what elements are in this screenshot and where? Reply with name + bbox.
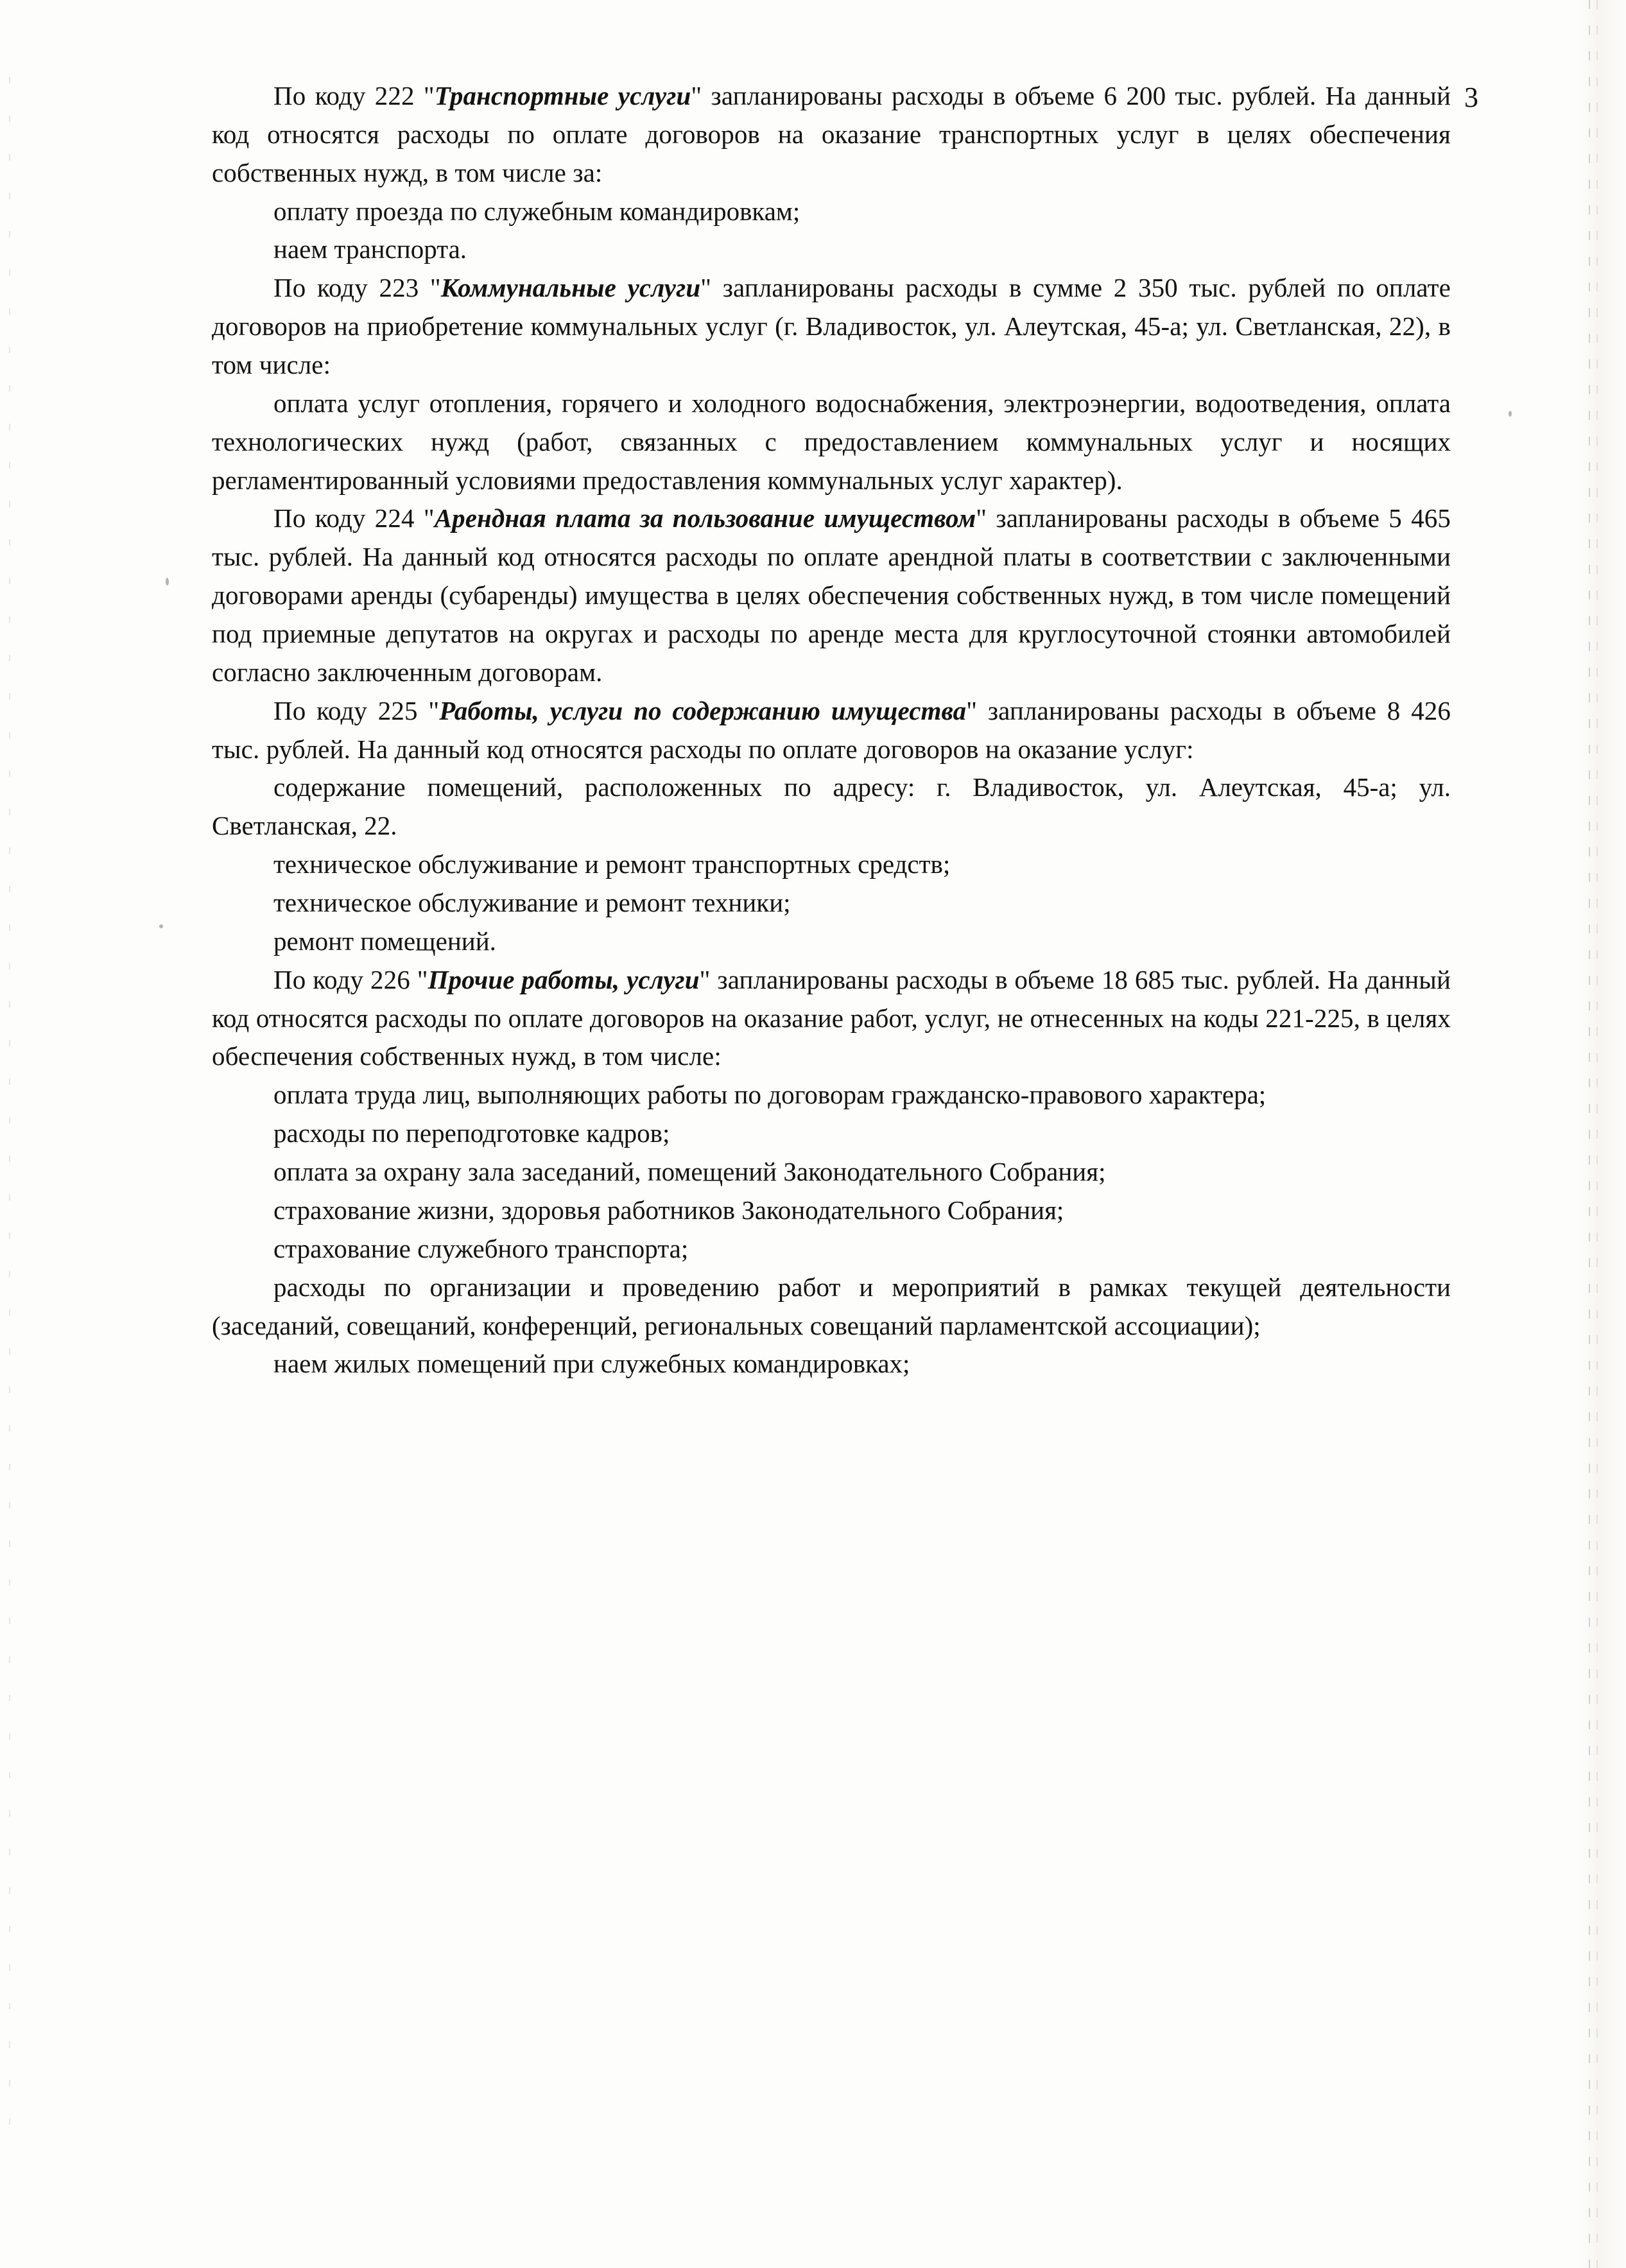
text-run: По коду 222 "	[273, 81, 435, 110]
text-run: " запланированы расходы в объеме 5 465 тыс. рублей. На данный код относятся расходы по оплате арендной платы в соответствии с заключенными договорами аренды (субаренды) имущества в целях обеспечения собственных нужд, в том числе помещений под приемные депутатов на округах и расходы по аренде места для круглосуточной стоянки автомобилей согласно заключенным договорам.	[212, 503, 1451, 687]
document-subitem	[212, 768, 1451, 845]
emphasized-term: Арендная плата за пользование имуществом	[434, 503, 976, 533]
document-paragraph	[212, 77, 1451, 193]
text-run: По коду 223 "	[273, 273, 441, 303]
scan-edge-artifact	[1580, 0, 1626, 2268]
text-run: страхование служебного транспорта;	[273, 1233, 689, 1263]
document-subitem	[212, 230, 1451, 269]
text-run: содержание помещений, расположенных по адресу: г. Владивосток, ул. Алеутская, 45-а; ул. Светланская, 22.	[212, 772, 1451, 841]
document-subitem	[212, 385, 1451, 500]
document-subitem	[212, 1230, 1451, 1268]
text-run: техническое обслуживание и ремонт транспортных средств;	[273, 849, 951, 879]
text-run: расходы по переподготовке кадров;	[273, 1118, 670, 1148]
document-paragraph	[212, 499, 1451, 691]
emphasized-term: Коммунальные услуги	[440, 273, 701, 303]
text-run: ремонт помещений.	[273, 926, 496, 956]
text-run: оплата услуг отопления, горячего и холодного водоснабжения, электроэнергии, водоотведения, оплата технологических нужд (работ, связанных с предоставлением коммунальных услуг и носящих регламентированный условиями предоставления коммунальных услуг характер).	[212, 388, 1451, 495]
text-run: " запланированы расходы в объеме 8 426 тыс. рублей. На данный код относятся расходы по оплате договоров на оказание услуг:	[212, 695, 1451, 764]
text-run: расходы по организации и проведению работ и мероприятий в рамках текущей деятельности (заседаний, совещаний, конференций, региональных совещаний парламентской ассоциации);	[212, 1272, 1451, 1340]
document-body	[212, 77, 1451, 1383]
text-run: техническое обслуживание и ремонт техники;	[273, 888, 791, 918]
document-subitem	[212, 845, 1451, 884]
scan-speck	[166, 578, 169, 585]
text-run: " запланированы расходы в объеме 18 685 тыс. рублей. На данный код относятся расходы по оплате договоров на оказание работ, услуг, не отнесенных на коды 221-225, в целях обеспечения собственных нужд, в том числе:	[212, 964, 1451, 1071]
document-subitem	[212, 1268, 1451, 1346]
emphasized-term: Транспортные услуги	[434, 81, 691, 110]
emphasized-term: Работы, услуги по содержанию имущества	[439, 695, 967, 725]
document-subitem	[212, 884, 1451, 922]
scan-streak-left	[9, 77, 10, 2131]
text-run: " запланированы расходы в сумме 2 350 тыс. рублей по оплате договоров на приобретение коммунальных услуг (г. Владивосток, ул. Алеутская, 45-а; ул. Светланская, 22), в том числе:	[212, 273, 1451, 380]
scan-streak-right-2	[1596, 0, 1598, 2268]
text-run: наем транспорта.	[273, 234, 467, 264]
text-run: По коду 224 "	[273, 503, 435, 533]
document-subitem	[212, 1114, 1451, 1153]
document-subitem	[212, 193, 1451, 231]
document-subitem	[212, 922, 1451, 961]
document-paragraph	[212, 692, 1451, 769]
scan-speck	[159, 924, 163, 928]
text-run: страхование жизни, здоровья работников Законодательного Собрания;	[273, 1195, 1064, 1225]
text-run: По коду 226 "	[273, 964, 428, 994]
document-subitem	[212, 1153, 1451, 1191]
text-run: оплата труда лиц, выполняющих работы по договорам гражданско-правового характера;	[273, 1080, 1267, 1110]
text-run: " запланированы расходы в объеме 6 200 тыс. рублей. На данный код относятся расходы по оплате договоров на оказание транспортных услуг в целях обеспечения собственных нужд, в том числе за:	[212, 81, 1451, 187]
document-subitem	[212, 1191, 1451, 1230]
document-subitem	[212, 1345, 1451, 1383]
text-run: По коду 225 "	[273, 695, 440, 725]
page-number: 3	[1464, 82, 1478, 113]
emphasized-term: Прочие работы, услуги	[428, 964, 700, 994]
document-subitem	[212, 1076, 1451, 1114]
text-run: оплата за охрану зала заседаний, помещений Законодательного Собрания;	[273, 1157, 1106, 1187]
scan-streak-right-1	[1589, 0, 1590, 2268]
document-paragraph	[212, 961, 1451, 1077]
text-run: наем жилых помещений при служебных командировках;	[273, 1349, 910, 1379]
text-run: оплату проезда по служебным командировкам;	[273, 196, 800, 226]
document-paragraph	[212, 269, 1451, 385]
scan-speck	[1509, 411, 1512, 417]
